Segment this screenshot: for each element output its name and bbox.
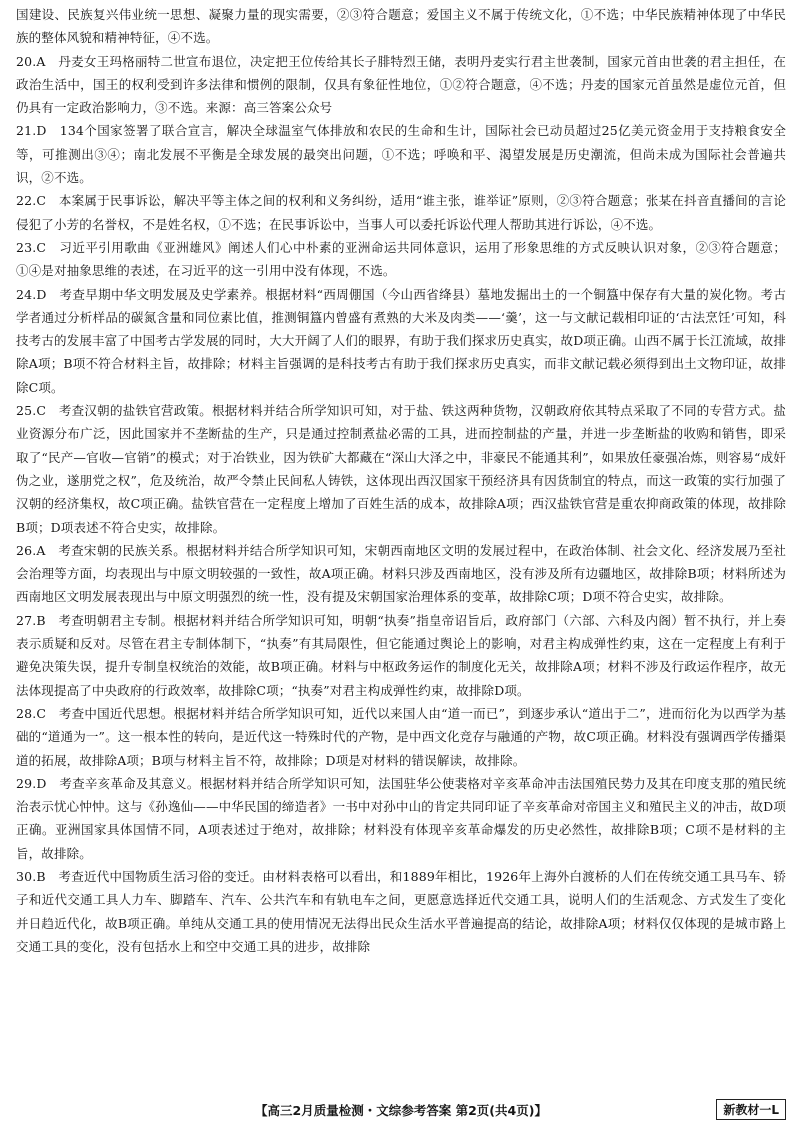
page-footer xyxy=(16,1097,786,1125)
footer-title-line xyxy=(16,1101,786,1119)
answer-20: 20.A 丹麦女王玛格丽特二世宣布退位，决定把王位传给其长子腓特烈王储，表明丹麦实行君主世袭制，国家元首由世袭的君主担任，在政治生活中，国王的权利受到许多法律和惯例的限制，仅具有象征性地位，①②符合题意，④不选；丹麦的国家元首虽然是虚位元首，但仍具有一定政治影响力，③不选。来源：高三答案公众号 xyxy=(16,53,786,116)
answer-22: 22.C 本案属于民事诉讼，解决平等主体之间的权利和义务纠纷，适用“谁主张，谁举证”原则，②③符合题意；张某在抖音直播间的言论侵犯了小芳的名誉权，不是姓名权，①不选；在民事诉讼中，当事人可以委托诉讼代理人帮助其进行诉讼，④不选。 xyxy=(16,193,786,232)
answer-26: 26.A 考查宋朝的民族关系。根据材料并结合所学知识可知，宋朝西南地区文明的发展过程中，在政治体制、社会文化、经济发展乃至社会治理等方面，均表现出与中原文明较强的一致性，故A项正确。材料只涉及西南地区，没有涉及所有边疆地区，故排除B项；材料所述为西南地区文明发展表现出与中原文明强烈的统一性，没有提及宋朝国家治理体系的变革，故排除C项；D项不符合史实，故排除。 xyxy=(16,542,786,605)
answer-29: 29.D 考查辛亥革命及其意义。根据材料并结合所学知识可知，法国驻华公使裴格对辛亥革命冲击法国殖民势力及其在印度支那的殖民统治表示忧心忡忡。这与《孙逸仙——中华民国的缔造者》一书中对孙中山的肯定共同印证了辛亥革命对帝国主义和殖民主义的冲击，故D项正确。亚洲国家具体国情不同，A项表述过于绝对，故排除；材料没有体现辛亥革命爆发的历史必然性，故排除B项；C项不是材料的主旨，故排除。 xyxy=(16,775,786,861)
answer-27: 27.B 考查明朝君主专制。根据材料并结合所学知识可知，明朝“执奏”指皇帝诏旨后，政府部门（六部、六科及内阁）暂不执行，并上奏表示质疑和反对。尽管在君主专制体制下，“执奏”有其局限性，但它能通过舆论上的影响，对君主构成弹性约束，这在一定程度上有利于避免决策失误，提升专制皇权统治的效能，故B项正确。材料与中枢政务运作的制度化无关，故排除A项；材料不涉及行政运作程序，故无法体现提高了中央政府的行政效率，故排除C项；“执奏”对君主构成弹性约束，故排除D项。 xyxy=(16,612,786,698)
answer-21: 21.D 134个国家签署了联合宣言，解决全球温室气体排放和农民的生命和生计，国际社会已动员超过25亿美元资金用于支持粮食安全等，可推测出③④；南北发展不平衡是全球发展的最突出问题，①不选；呼唤和平、渴望发展是历史潮流，但尚未成为国际社会普遍共识，②不选。 xyxy=(16,123,786,186)
footer-title: 高三2月质量检测・文综参考答案 xyxy=(267,1103,452,1118)
footer-left-bracket: 【 xyxy=(255,1103,268,1118)
answer-23: 23.C 习近平引用歌曲《亚洲雄风》阐述人们心中朴素的亚洲命运共同体意识，运用了形象思维的方式反映认识对象，②③符合题意；①④是对抽象思维的表述，在习近平的这一引用中没有体现，不选。 xyxy=(16,239,786,279)
answer-28: 28.C 考查中国近代思想。根据材料并结合所学知识可知，近代以来国人由“道一而已”，到逐步承认“道出于二”，进而衍化为以西学为基础的“道通为一”。这一根本性的转向，是近代这一特殊时代的产物，是中西文化竞存与融通的产物，故C项正确。材料没有强调西学传播渠道的拓展，故排除A项；B项与材料主旨不符，故排除；D项是对材料的错误解读，故排除。 xyxy=(16,705,786,768)
edition-badge: 新教材一L xyxy=(716,1099,786,1120)
footer-right-bracket: 】 xyxy=(534,1103,547,1118)
answer-25: 25.C 考查汉朝的盐铁官营政策。根据材料并结合所学知识可知，对于盐、铁这两种货物，汉朝政府依其特点采取了不同的专营方式。盐业资源分布广泛，因此国家并不垄断盐的生产，只是通过控制煮盐必需的工具，进而控制盐的产量，并进一步垄断盐的收购和销售，即采取了“民产—官收—官销”的模式；对于冶铁业，因为铁矿大都藏在“深山大泽之中，非豪民不能通其利”，如果放任豪强冶炼，则容易“成奸伪之业，遂朋党之权”，危及统治，故严令禁止民间私人铸铁，这体现出西汉国家干预经济具有因货制宜的特点，而这一政策的实行加强了汉朝的经济集权，故C项正确。盐铁官营在一定程度上增加了百姓生活的成本，故排除A项；西汉盐铁官营是重农抑商政策的体现，故排除B项；D项表述不符合史实，故排除。 xyxy=(16,403,786,535)
answer-text-body xyxy=(16,3,786,958)
footer-page-info: 第2页(共4页) xyxy=(455,1103,535,1118)
answer-24: 24.D 考查早期中华文明发展及史学素养。根据材料“西周倗国（今山西省绛县）墓地发掘出土的一个铜簋中保存有大量的炭化物。考古学者通过分析样品的碳氮含量和同位素比值，推测铜簋内曾盛有煮熟的大米及肉类——‘羹’，这一与文献记载相印证的‘古法烹饪’可知，科技考古的发展丰富了中国考古学发展的同时，大大开阔了人们的眼界，有助于我们探求历史真实，故D项正确。山西不属于长江流域，故排除A项；B项不符合材料主旨，故排除；材料主旨强调的是科技考古有助于我们探求历史真实，而非文献记载必须得到出土文物印证，故排除C项。 xyxy=(16,286,786,395)
answer-paragraph-continuation: 国建设、民族复兴伟业统一思想、凝聚力量的现实需要，②③符合题意；爱国主义不属于传统文化，①不选；中华民族精神体现了中华民族的整体风貌和精神特征，④不选。 xyxy=(16,7,786,46)
answer-30: 30.B 考查近代中国物质生活习俗的变迁。由材料表格可以看出，和1889年相比，1926年上海外白渡桥的人们在传统交通工具马车、轿子和近代交通工具人力车、脚踏车、汽车、公共汽车和有轨电车之间，更愿意选择近代交通工具，说明人们的生活观念、方式发生了变化并日趋近代化，故B项正确。单纯从交通工具的使用情况无法得出民众生活水平普遍提高的结论，故排除A项；材料仅仅体现的是城市路上交通工具的变化，没有包括水上和空中交通工具的进步，故排除 xyxy=(16,868,786,954)
